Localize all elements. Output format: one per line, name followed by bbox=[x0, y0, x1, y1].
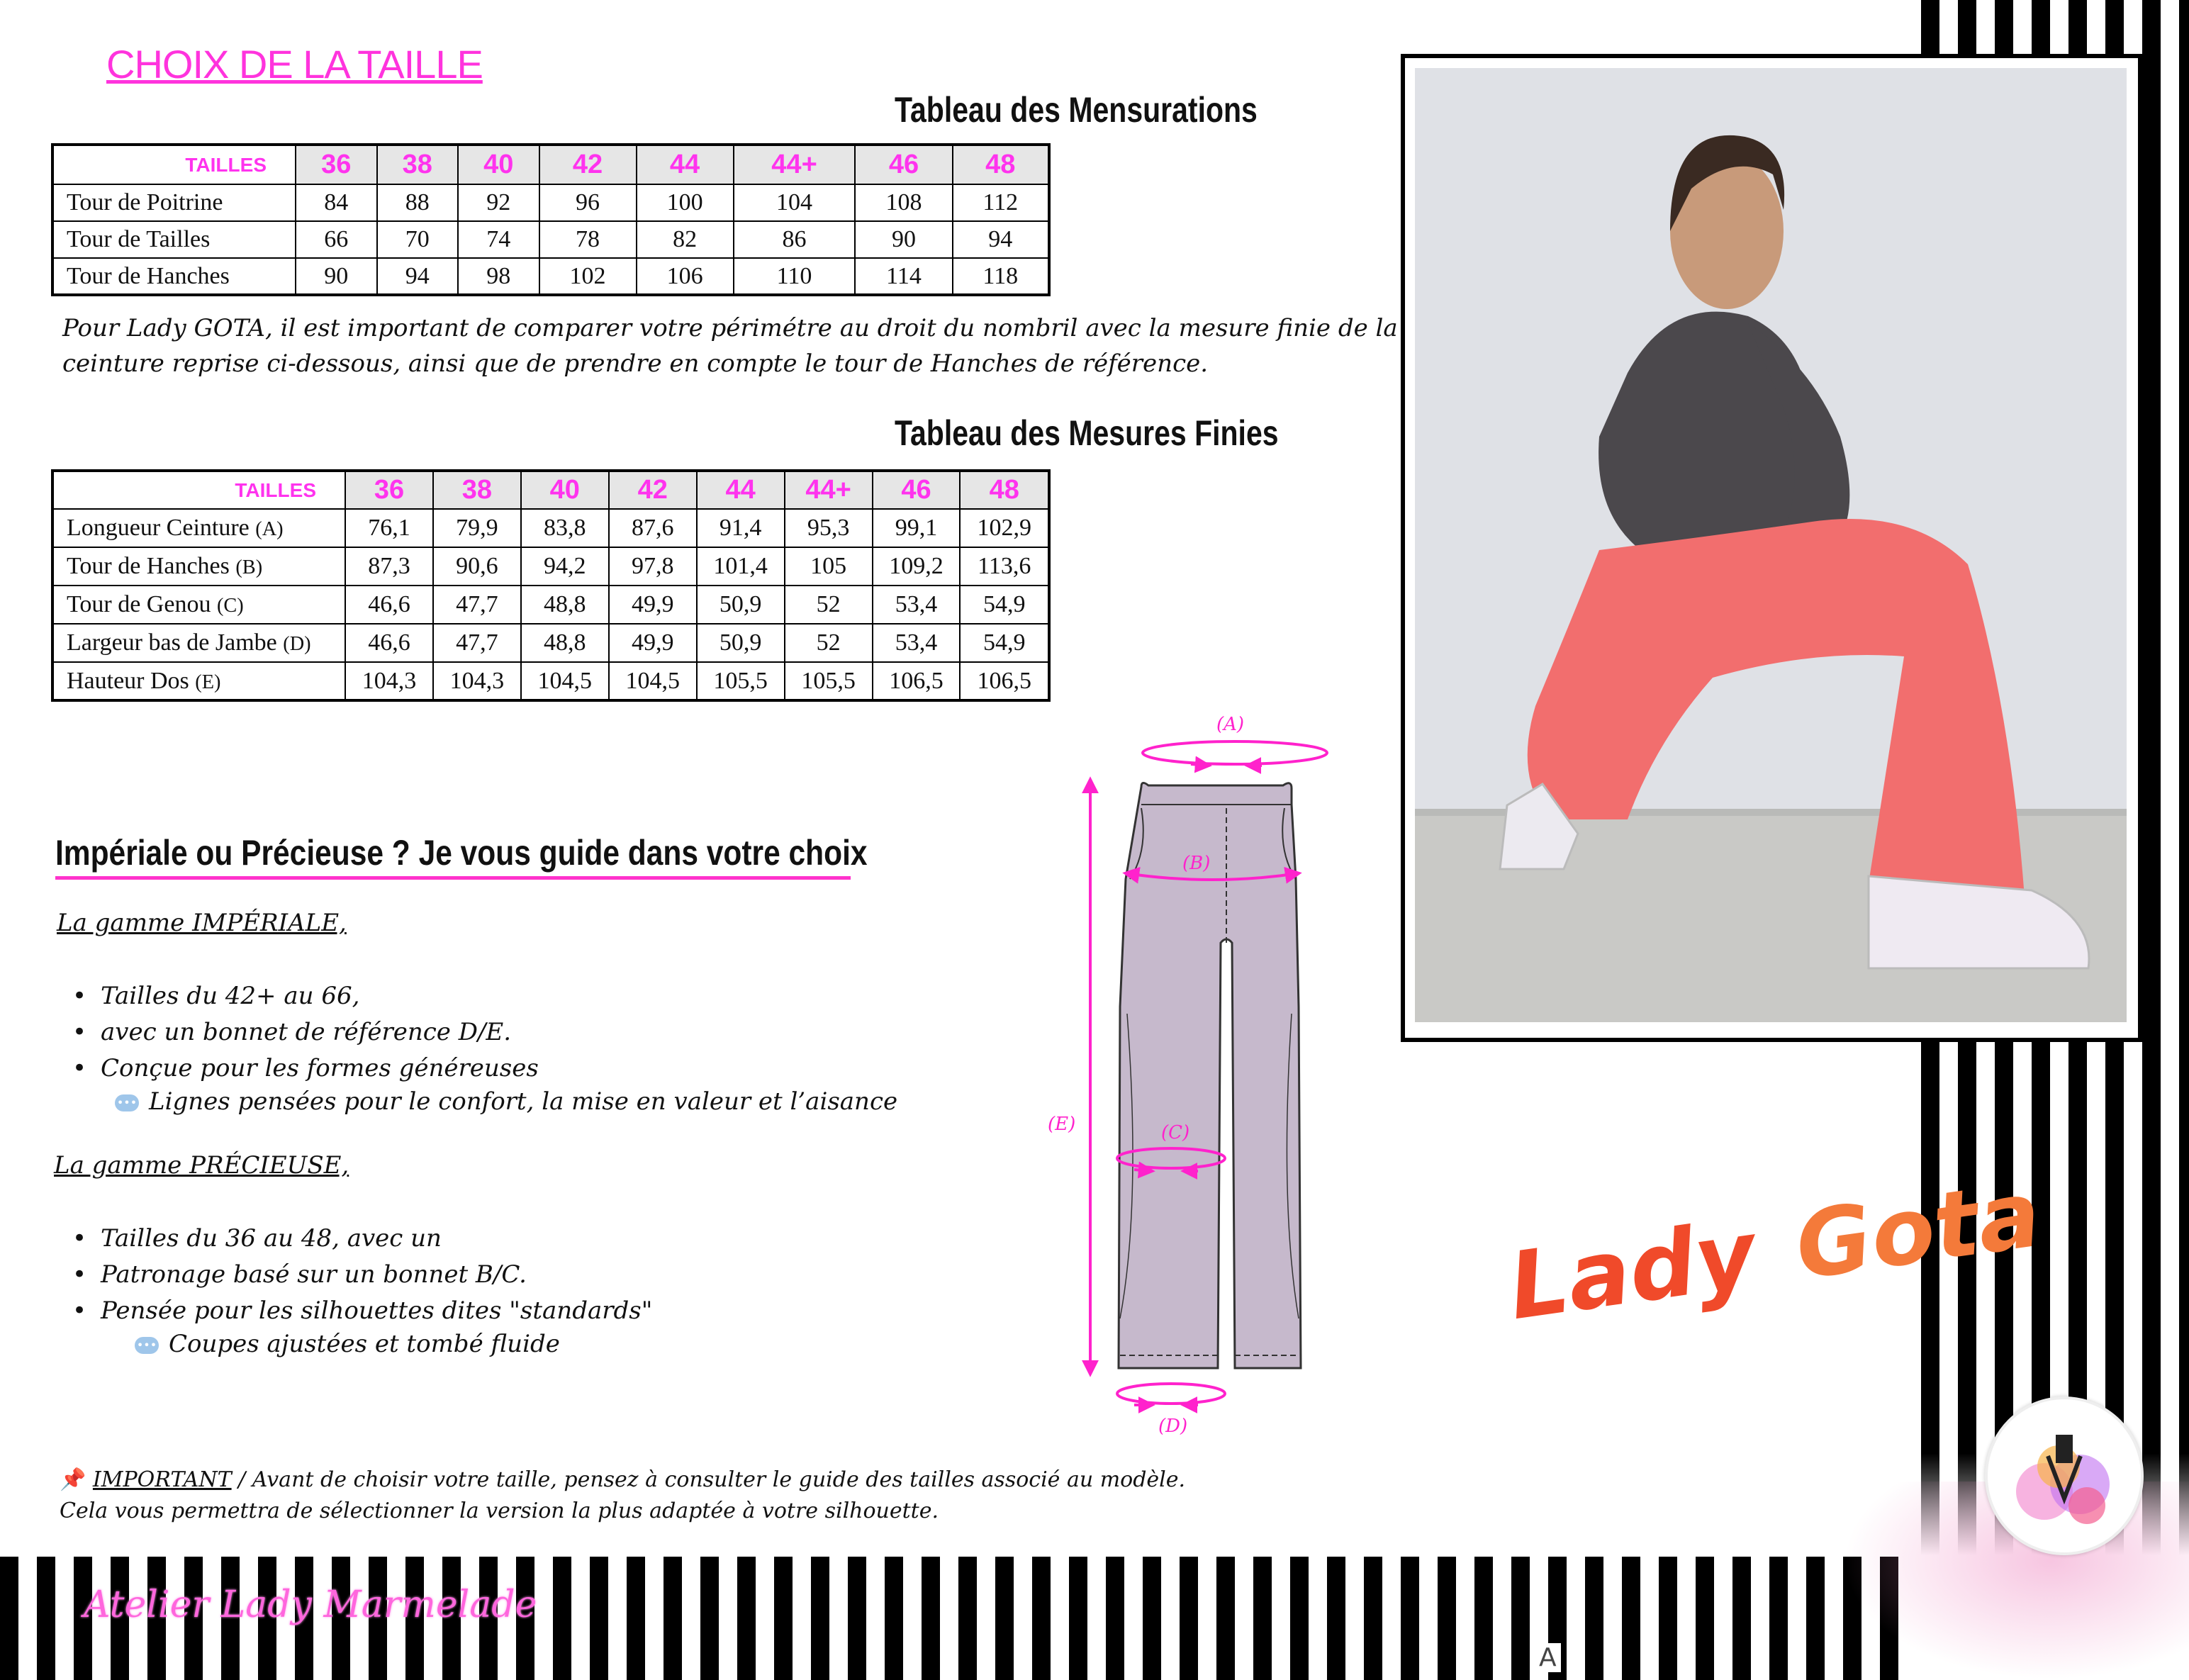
table-cell: 48,8 bbox=[521, 586, 609, 624]
table-cell: 96 bbox=[539, 184, 637, 221]
table-cell: 52 bbox=[785, 624, 873, 662]
size-cell: 42 bbox=[539, 145, 637, 184]
table-cell: 87,3 bbox=[345, 547, 433, 586]
table-cell: 105,5 bbox=[697, 662, 785, 700]
row-label: Tour de Hanches (B) bbox=[52, 547, 345, 586]
table-cell: 90 bbox=[296, 258, 377, 295]
footer-brand: Atelier Lady Marmelade bbox=[84, 1584, 537, 1626]
row-label: Tour de Tailles bbox=[52, 221, 296, 258]
size-cell: 38 bbox=[433, 471, 521, 509]
table-cell: 49,9 bbox=[609, 586, 697, 624]
intro-paragraph: Pour Lady GOTA, il est important de comparer votre périmétre au droit du nombril avec la mesure finie de la ceinture reprise ci-dessous, ainsi que de prendre en compte le tour de Hanches de référence. bbox=[62, 314, 1398, 378]
important-note bbox=[60, 1465, 1406, 1527]
table-cell: 105 bbox=[785, 547, 873, 586]
logo-icon bbox=[1985, 1396, 2144, 1555]
header-label: TAILLES bbox=[52, 471, 345, 509]
important-line-2: Cela vous permettra de sélectionner la version la plus adaptée à votre silhouette. bbox=[60, 1499, 939, 1523]
size-cell: 44+ bbox=[734, 145, 856, 184]
label-c: (C) bbox=[1161, 1122, 1190, 1143]
important-line-1: / Avant de choisir votre taille, pensez à consulter le guide des tailles associé au modèle. bbox=[231, 1467, 1186, 1492]
list-item: • avec un bonnet de référence D/E. bbox=[60, 1014, 539, 1051]
size-cell: 48 bbox=[960, 471, 1049, 509]
waist-measure-ellipse bbox=[1143, 741, 1327, 764]
table-cell: 86 bbox=[734, 221, 856, 258]
table-cell: 94 bbox=[377, 258, 459, 295]
row-label: Tour de Poitrine bbox=[52, 184, 296, 221]
page-title: CHOIX DE LA TAILLE bbox=[106, 42, 483, 86]
trouser-diagram bbox=[1035, 709, 1361, 1446]
lady-gota-signature: Lady Gota bbox=[1502, 1159, 2047, 1341]
arrow-c-left bbox=[1134, 1170, 1152, 1171]
table-cell: 109,2 bbox=[873, 547, 961, 586]
table-cell: 49,9 bbox=[609, 624, 697, 662]
row-label: Largeur bas de Jambe (D) bbox=[52, 624, 345, 662]
precieuse-list bbox=[60, 1221, 652, 1329]
page-mark: A bbox=[1535, 1643, 1561, 1672]
precieuse-note: ••• Coupes ajustées et tombé fluide bbox=[135, 1330, 560, 1358]
table-row bbox=[52, 662, 1049, 700]
list-item: • Patronage basé sur un bonnet B/C. bbox=[60, 1257, 652, 1293]
table-cell: 50,9 bbox=[697, 624, 785, 662]
table-cell: 66 bbox=[296, 221, 377, 258]
table-cell: 102 bbox=[539, 258, 637, 295]
table-cell: 104,3 bbox=[433, 662, 521, 700]
table-cell: 101,4 bbox=[697, 547, 785, 586]
table-cell: 54,9 bbox=[960, 624, 1049, 662]
size-cell: 36 bbox=[345, 471, 433, 509]
table-cell: 48,8 bbox=[521, 624, 609, 662]
table-row bbox=[52, 258, 1049, 295]
label-d: (D) bbox=[1158, 1416, 1188, 1437]
table-cell: 108 bbox=[855, 184, 952, 221]
table-cell: 74 bbox=[458, 221, 539, 258]
size-cell: 42 bbox=[609, 471, 697, 509]
size-cell: 46 bbox=[855, 145, 952, 184]
table-row bbox=[52, 509, 1049, 547]
table-cell: 90 bbox=[855, 221, 952, 258]
table-cell: 54,9 bbox=[960, 586, 1049, 624]
table-cell: 94 bbox=[953, 221, 1049, 258]
table-cell: 88 bbox=[377, 184, 459, 221]
table-cell: 104,5 bbox=[609, 662, 697, 700]
row-label: Tour de Hanches bbox=[52, 258, 296, 295]
table-cell: 50,9 bbox=[697, 586, 785, 624]
imperiale-list bbox=[60, 978, 539, 1087]
table-row bbox=[52, 184, 1049, 221]
size-cell: 44+ bbox=[785, 471, 873, 509]
table-cell: 95,3 bbox=[785, 509, 873, 547]
table-cell: 118 bbox=[953, 258, 1049, 295]
arrow-a-left bbox=[1191, 764, 1209, 766]
size-cell: 40 bbox=[458, 145, 539, 184]
table-cell: 47,7 bbox=[433, 586, 521, 624]
table-cell: 70 bbox=[377, 221, 459, 258]
row-label: Tour de Genou (C) bbox=[52, 586, 345, 624]
list-item: • Pensée pour les silhouettes dites "standards" bbox=[60, 1293, 652, 1329]
size-cell: 38 bbox=[377, 145, 459, 184]
mensurations-table bbox=[51, 143, 1051, 296]
table-cell: 114 bbox=[855, 258, 952, 295]
table-cell: 100 bbox=[637, 184, 734, 221]
mensurations-title: Tableau des Mensurations bbox=[895, 90, 1258, 130]
table-cell: 78 bbox=[539, 221, 637, 258]
guide-underline bbox=[55, 876, 851, 880]
imperiale-heading: La gamme IMPÉRIALE, bbox=[57, 909, 347, 937]
size-cell: 36 bbox=[296, 145, 377, 184]
precieuse-heading: La gamme PRÉCIEUSE, bbox=[54, 1151, 349, 1180]
speech-bubble-icon: ••• bbox=[135, 1337, 159, 1354]
table-row bbox=[52, 547, 1049, 586]
size-cell: 46 bbox=[873, 471, 961, 509]
table-cell: 91,4 bbox=[697, 509, 785, 547]
table-cell: 113,6 bbox=[960, 547, 1049, 586]
table-cell: 104,5 bbox=[521, 662, 609, 700]
row-label: Hauteur Dos (E) bbox=[52, 662, 345, 700]
hem-measure-ellipse bbox=[1117, 1384, 1225, 1404]
table-cell: 47,7 bbox=[433, 624, 521, 662]
table-cell: 84 bbox=[296, 184, 377, 221]
guide-title: Impériale ou Précieuse ? Je vous guide dans votre choix bbox=[55, 833, 868, 873]
list-item: • Conçue pour les formes généreuses bbox=[60, 1051, 539, 1087]
list-item: • Tailles du 36 au 48, avec un bbox=[60, 1221, 652, 1257]
table-cell: 53,4 bbox=[873, 586, 961, 624]
table-cell: 104 bbox=[734, 184, 856, 221]
size-cell: 44 bbox=[637, 145, 734, 184]
table-cell: 112 bbox=[953, 184, 1049, 221]
table-cell: 53,4 bbox=[873, 624, 961, 662]
table-cell: 87,6 bbox=[609, 509, 697, 547]
model-photo bbox=[1415, 68, 2127, 1022]
table-cell: 99,1 bbox=[873, 509, 961, 547]
mesures-finies-title: Tableau des Mesures Finies bbox=[895, 413, 1279, 453]
table-header-row bbox=[52, 145, 1049, 184]
pin-icon: 📌 bbox=[60, 1467, 86, 1492]
table-row bbox=[52, 624, 1049, 662]
speech-bubble-icon: ••• bbox=[115, 1094, 139, 1111]
table-cell: 102,9 bbox=[960, 509, 1049, 547]
table-row bbox=[52, 586, 1049, 624]
table-cell: 110 bbox=[734, 258, 856, 295]
table-cell: 46,6 bbox=[345, 586, 433, 624]
table-cell: 82 bbox=[637, 221, 734, 258]
header-label: TAILLES bbox=[52, 145, 296, 184]
table-cell: 106 bbox=[637, 258, 734, 295]
table-cell: 104,3 bbox=[345, 662, 433, 700]
table-cell: 83,8 bbox=[521, 509, 609, 547]
table-row bbox=[52, 221, 1049, 258]
table-cell: 106,5 bbox=[960, 662, 1049, 700]
label-a: (A) bbox=[1216, 714, 1245, 735]
table-cell: 94,2 bbox=[521, 547, 609, 586]
imperiale-note: ••• Lignes pensées pour le confort, la mise en valeur et l’aisance bbox=[115, 1087, 897, 1116]
table-cell: 76,1 bbox=[345, 509, 433, 547]
table-cell: 90,6 bbox=[433, 547, 521, 586]
mesures-finies-table bbox=[51, 469, 1051, 702]
table-cell: 52 bbox=[785, 586, 873, 624]
table-cell: 98 bbox=[458, 258, 539, 295]
table-cell: 105,5 bbox=[785, 662, 873, 700]
table-header-row bbox=[52, 471, 1049, 509]
important-keyword: IMPORTANT bbox=[92, 1467, 232, 1492]
size-cell: 44 bbox=[697, 471, 785, 509]
list-item: • Tailles du 42+ au 66, bbox=[60, 978, 539, 1014]
size-cell: 40 bbox=[521, 471, 609, 509]
table-cell: 46,6 bbox=[345, 624, 433, 662]
row-label: Longueur Ceinture (A) bbox=[52, 509, 345, 547]
size-cell: 48 bbox=[953, 145, 1049, 184]
label-b: (B) bbox=[1182, 853, 1211, 874]
label-e: (E) bbox=[1048, 1114, 1076, 1135]
table-cell: 97,8 bbox=[609, 547, 697, 586]
table-cell: 79,9 bbox=[433, 509, 521, 547]
table-cell: 106,5 bbox=[873, 662, 961, 700]
table-cell: 92 bbox=[458, 184, 539, 221]
